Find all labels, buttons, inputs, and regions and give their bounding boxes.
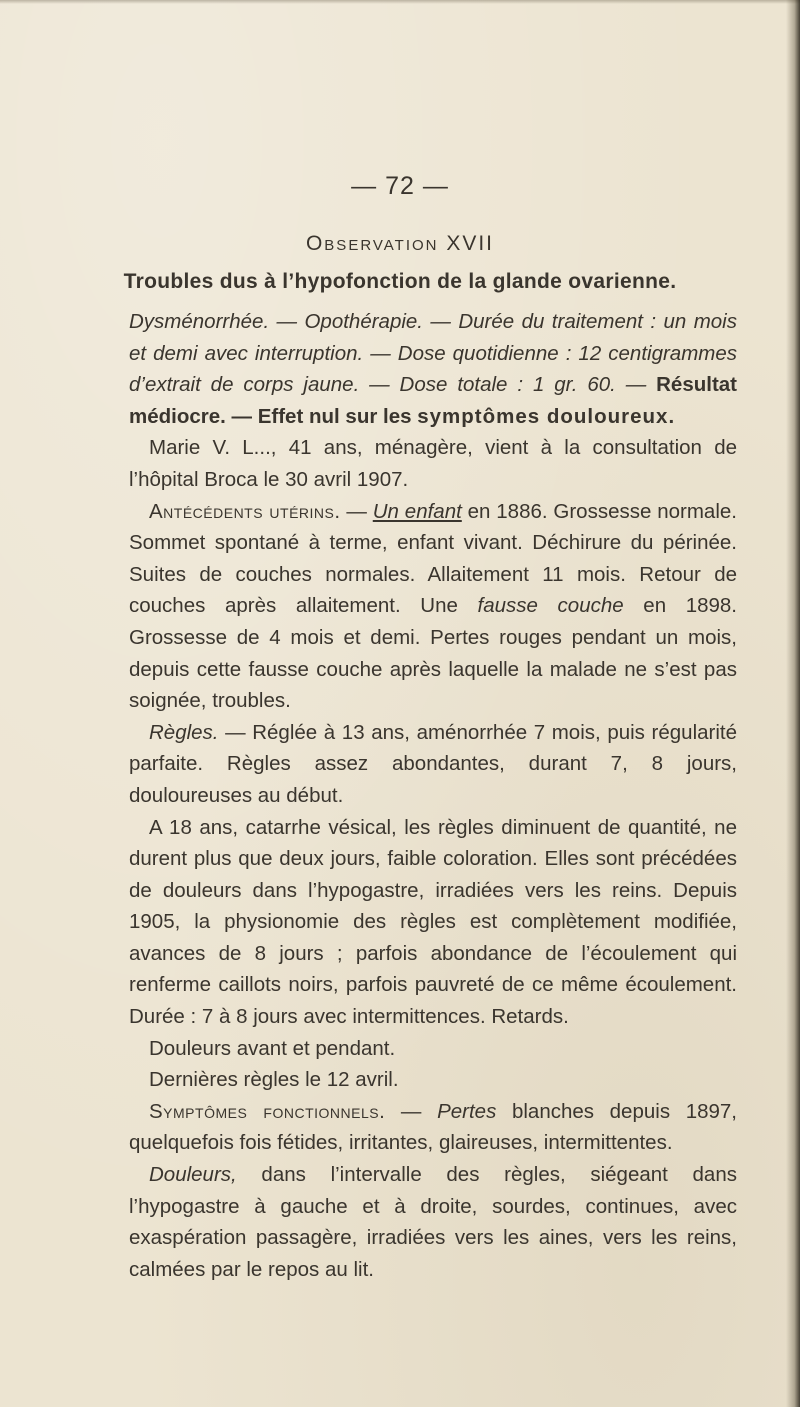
antecedents-text-1: en 1886. Grossesse normale. Sommet spontané à terme, enfant vivant. Déchirure du périnée. Suites de couches normales. Allaitement 11 mois. Retour de couches après allaitement. Une	[129, 499, 737, 618]
summary-symptoms: symptômes douloureux.	[417, 404, 676, 428]
douleurs-paragraph	[129, 1159, 737, 1285]
patient-paragraph: Marie V. L..., 41 ans, ménagère, vient à la consultation de l’hôpital Broca le 30 avril 1907.	[129, 436, 737, 491]
symptomes-text: blanches depuis 1897, quelquefois fois fétides, irritantes, glaireuses, intermittentes.	[129, 1099, 737, 1155]
dernieres-regles-line: Dernières règles le 12 avril.	[149, 1068, 399, 1092]
antecedents-label: Antécédents utérins.	[149, 499, 341, 523]
eighteen-years-paragraph: A 18 ans, catarrhe vésical, les règles diminuent de quantité, ne durent plus que deux jours, faible coloration. Elles sont précédées de douleurs dans l’hypogastre, irradiées vers les reins. Depuis 1905, la physionomie des règles est complètement modifiée, avances de 8 jours ; parfois abondance de l’écoulement qui renferme caillots noirs, parfois pauvreté de ce même écoulement. Durée : 7 à 8 jours avec intermittences. Retards.	[129, 815, 737, 1029]
antecedents-enfant: Un enfant	[372, 499, 462, 523]
symptomes-paragraph	[129, 1096, 737, 1159]
regles-paragraph	[129, 717, 737, 812]
douleurs-line: Douleurs avant et pendant.	[149, 1036, 396, 1060]
douleurs-text: dans l’intervalle des règles, siégeant dans l’hypogastre à gauche et à droite, sourdes, continues, avec exaspération passagère, irradiées vers les aines, vers les reins, calmées par le repos au lit.	[129, 1163, 737, 1281]
page-binding-edge	[786, 0, 800, 1407]
summary-result: Résultat médiocre. — Effet nul sur les	[129, 373, 737, 428]
symptomes-pertes: Pertes	[437, 1099, 497, 1123]
body-text	[129, 306, 737, 1285]
antecedents-fausse-couche: fausse couche	[477, 594, 624, 618]
page-top-shadow	[0, 0, 800, 4]
antecedents-dash: —	[340, 499, 373, 523]
antecedents-paragraph	[129, 496, 737, 717]
symptomes-label: Symptômes fonctionnels.	[149, 1099, 386, 1123]
douleurs-label: Douleurs,	[149, 1163, 237, 1187]
summary-paragraph	[129, 306, 737, 432]
observation-title: Observation XVII	[305, 232, 495, 255]
regles-text: — Réglée à 13 ans, aménorrhée 7 mois, puis régularité parfaite. Règles assez abondantes, durant 7, 8 jours, douloureuses au début.	[129, 720, 737, 807]
antecedents-text-2: en 1898. Grossesse de 4 mois et demi. Pertes rouges pendant un mois, depuis cette fausse couche après laquelle la malade ne s’est pas soignée, troubles.	[129, 594, 738, 713]
observation-subtitle: Troubles dus à l’hypofonction de la glande ovarienne.	[123, 270, 677, 293]
summary-italic: Dysménorrhée. — Opothérapie. — Durée du traitement : un mois et demi avec interruption. — Dose quotidienne : 12 centigrammes d’extrait de corps jaune. — Dose totale : 1 gr. 60. —	[129, 310, 737, 397]
symptomes-dash: —	[385, 1099, 438, 1123]
page-number: — 72 —	[351, 172, 449, 200]
regles-label: Règles.	[149, 720, 219, 744]
